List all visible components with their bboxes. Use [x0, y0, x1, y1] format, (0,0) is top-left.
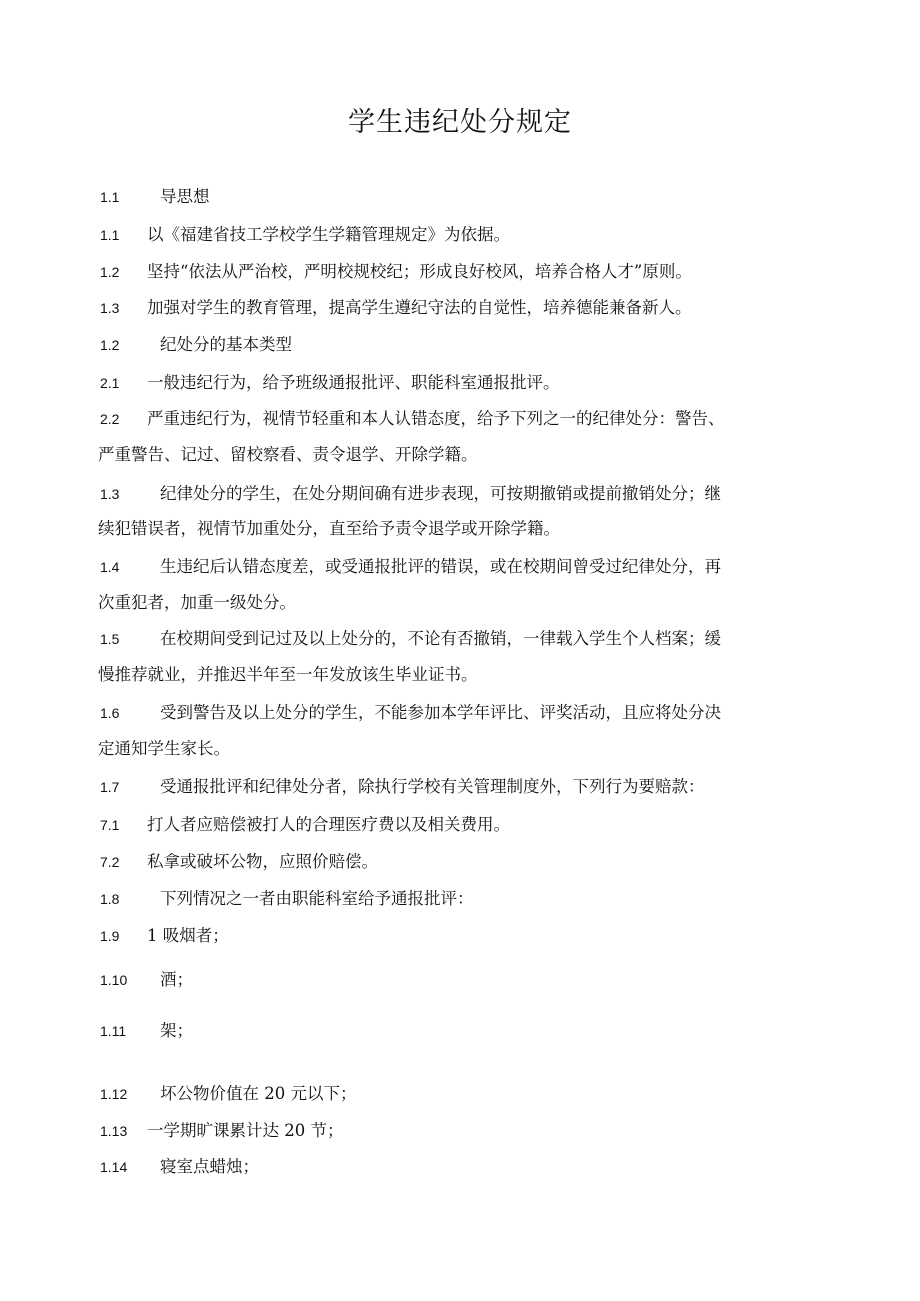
paragraph	[100, 253, 830, 291]
paragraph-text: 坏公物价值在 20 元以下；	[160, 1084, 357, 1103]
paragraph-text: 下列情况之一者由职能科室给予通报批评：	[160, 889, 474, 908]
paragraph	[100, 1148, 830, 1186]
paragraph-number: 7.2	[100, 854, 120, 870]
paragraph	[100, 1075, 830, 1113]
paragraph	[100, 880, 830, 918]
paragraph	[100, 400, 840, 438]
paragraph-number: 1.12	[100, 1086, 128, 1102]
paragraph-number: 1.5	[100, 631, 120, 647]
paragraph-number: 2.2	[100, 411, 120, 427]
paragraph	[100, 961, 830, 999]
paragraph	[100, 768, 840, 806]
paragraph-text: 导思想	[160, 187, 210, 206]
paragraph-text: 以《福建省技工学校学生学籍管理规定》为依据。	[147, 225, 510, 244]
paragraph-continuation: 严重警告、记过、留校察看、责令退学、开除学籍。	[98, 445, 478, 464]
paragraph	[100, 326, 830, 364]
paragraph-text: 纪处分的基本类型	[160, 335, 292, 354]
paragraph-text: 架；	[160, 1021, 193, 1040]
paragraph-number: 1.9	[100, 928, 120, 944]
paragraph-text: 一学期旷课累计达 20 节；	[147, 1121, 344, 1140]
paragraph	[100, 917, 830, 955]
paragraph	[100, 178, 830, 216]
paragraph-number: 1.13	[100, 1123, 128, 1139]
paragraph-number: 1.1	[100, 227, 120, 243]
paragraph-number: 1.1	[100, 189, 120, 205]
paragraph-text: 打人者应赔偿被打人的合理医疗费以及相关费用。	[147, 815, 510, 834]
paragraph-number: 1.14	[100, 1159, 128, 1175]
paragraph-number: 1.7	[100, 779, 120, 795]
paragraph	[100, 1012, 830, 1050]
paragraph-number: 1.3	[100, 486, 120, 502]
paragraph-text: 1 吸烟者；	[147, 926, 229, 945]
paragraph	[100, 548, 840, 586]
paragraph-continuation: 续犯错误者，视情节加重处分，直至给予责令退学或开除学籍。	[98, 519, 560, 538]
paragraph	[100, 289, 830, 327]
paragraph-number: 1.10	[100, 972, 128, 988]
paragraph-continuation: 慢推荐就业，并推迟半年至一年发放该生毕业证书。	[98, 665, 478, 684]
paragraph	[100, 1112, 830, 1150]
paragraph-continuation: 定通知学生家长。	[98, 739, 230, 758]
paragraph-continuation: 次重犯者，加重一级处分。	[98, 593, 296, 612]
paragraph	[100, 475, 840, 513]
paragraph	[100, 843, 830, 881]
paragraph-text: 一般违纪行为，给予班级通报批评、职能科室通报批评。	[147, 373, 560, 392]
paragraph-text: 在校期间受到记过及以上处分的，不论有否撤销，一律载入学生个人档案；缓	[160, 629, 721, 648]
paragraph-number: 1.3	[100, 300, 120, 316]
paragraph-text: 加强对学生的教育管理，提高学生遵纪守法的自觉性，培养德能兼备新人。	[147, 298, 692, 317]
paragraph-text: 私拿或破坏公物，应照价赔偿。	[147, 852, 378, 871]
paragraph	[100, 694, 840, 732]
paragraph-number: 1.6	[100, 705, 120, 721]
paragraph	[100, 216, 830, 254]
paragraph-number: 1.4	[100, 559, 120, 575]
page-title: 学生违纪处分规定	[348, 107, 572, 138]
paragraph-text: 受通报批评和纪律处分者，除执行学校有关管理制度外，下列行为要赔款：	[160, 777, 705, 796]
paragraph-number: 1.2	[100, 337, 120, 353]
paragraph-number: 1.2	[100, 264, 120, 280]
paragraph-text: 生违纪后认错态度差，或受通报批评的错误，或在校期间曾受过纪律处分，再	[160, 557, 721, 576]
paragraph-number: 1.11	[100, 1023, 127, 1039]
paragraph-number: 7.1	[100, 817, 120, 833]
paragraph	[100, 806, 830, 844]
paragraph-text: 严重违纪行为，视情节轻重和本人认错态度，给予下列之一的纪律处分：警告、	[147, 409, 725, 428]
paragraph-number: 1.8	[100, 891, 120, 907]
paragraph-text: 纪律处分的学生，在处分期间确有进步表现，可按期撤销或提前撤销处分；继	[160, 484, 721, 503]
paragraph-text: 酒；	[160, 970, 193, 989]
paragraph	[100, 620, 840, 658]
paragraph-number: 2.1	[100, 375, 120, 391]
paragraph-text: 坚持“依法从严治校，严明校规校纪；形成良好校风，培养合格人才”原则。	[147, 262, 692, 281]
paragraph-text: 寝室点蜡烛；	[160, 1157, 259, 1176]
paragraph	[100, 364, 830, 402]
paragraph-text: 受到警告及以上处分的学生，不能参加本学年评比、评奖活动，且应将处分决	[160, 703, 721, 722]
